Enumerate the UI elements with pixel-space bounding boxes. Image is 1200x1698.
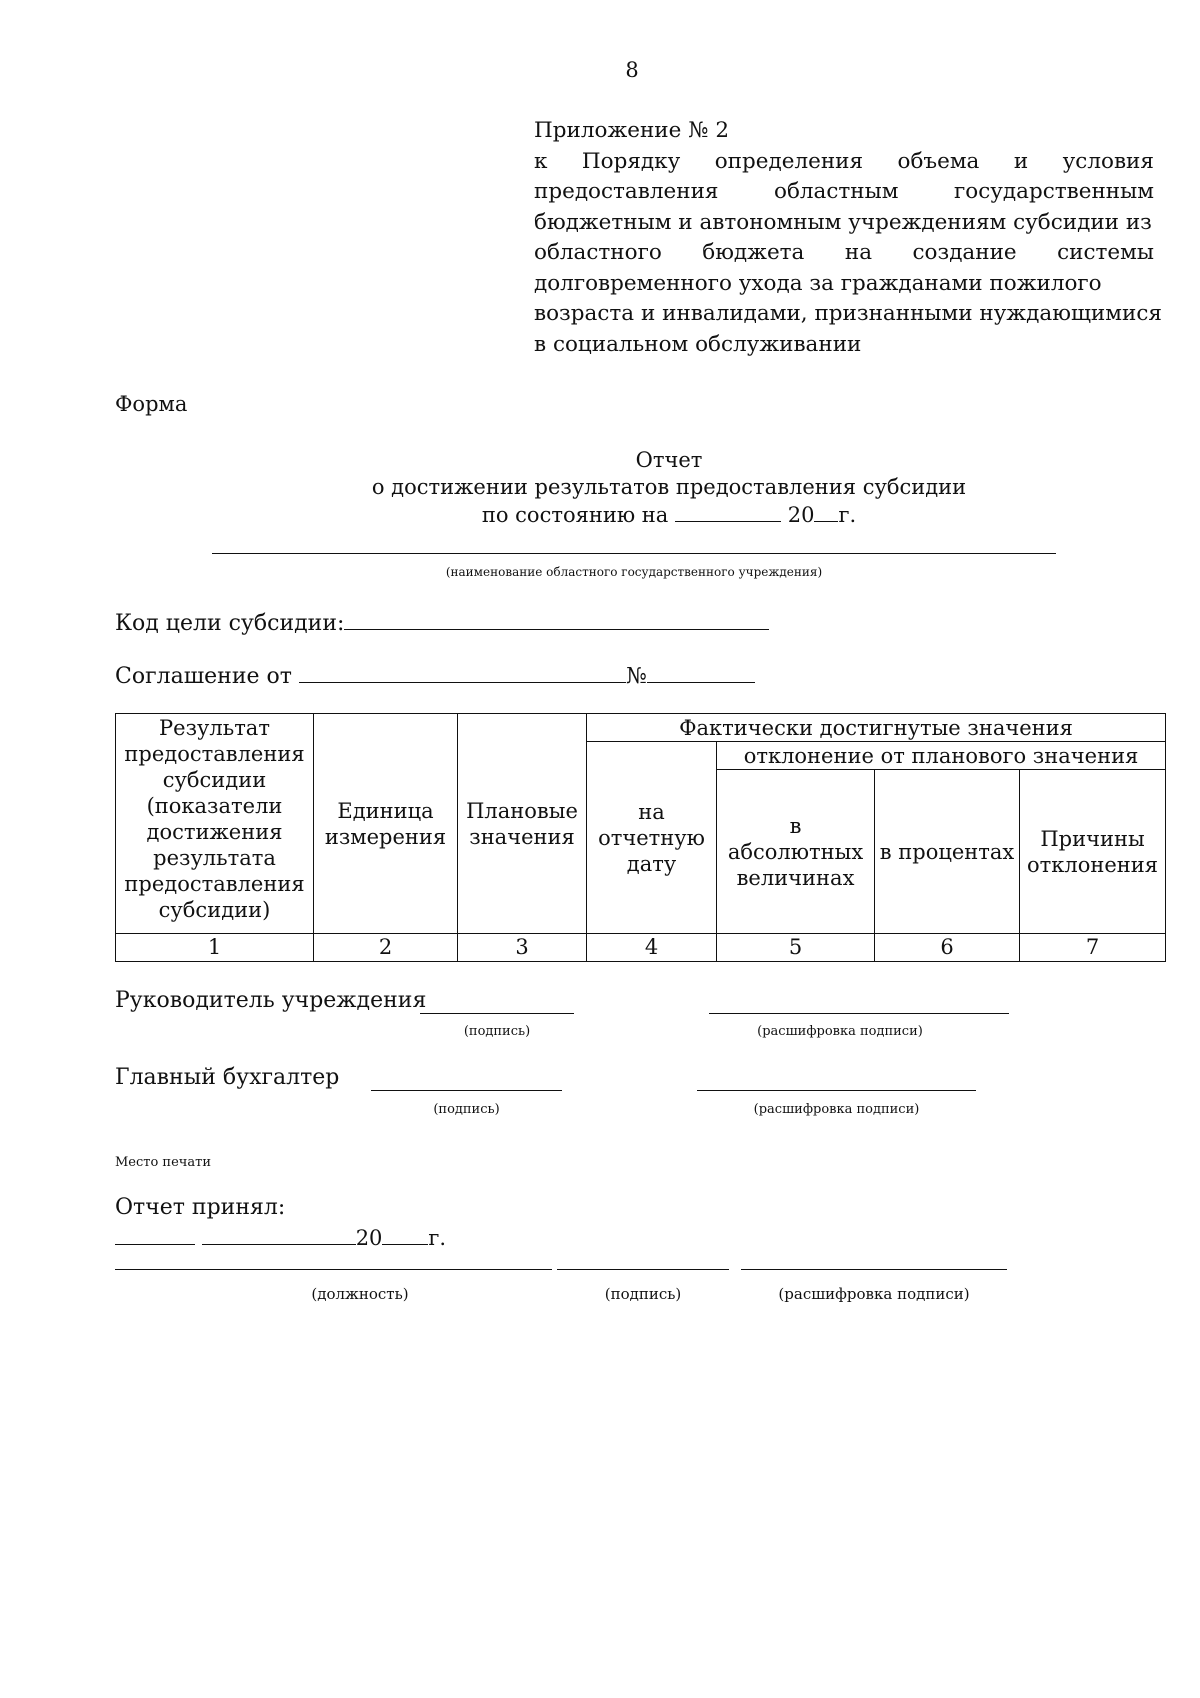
year-prefix: 20 bbox=[787, 503, 815, 527]
appendix-line-6: возраста и инвалидами, признанными нуждающимися bbox=[534, 301, 1162, 326]
accepted-month-blank[interactable] bbox=[202, 1222, 356, 1245]
accepted-position-line[interactable] bbox=[115, 1269, 552, 1270]
appendix-line-7: в социальном обслуживании bbox=[534, 331, 862, 357]
org-name-caption: (наименование областного государственного учреждения) bbox=[445, 565, 823, 579]
stamp-place: Место печати bbox=[115, 1155, 211, 1170]
head-signature-caption: (подпись) bbox=[463, 1024, 531, 1039]
appendix-word: объема bbox=[897, 148, 980, 174]
appendix-title: Приложение № 2 bbox=[534, 118, 730, 143]
appendix-line-5: долговременного ухода за гражданами пожилого bbox=[534, 270, 1102, 296]
accepted-label: Отчет принял: bbox=[115, 1195, 286, 1220]
appendix-word: условия bbox=[1062, 148, 1154, 174]
accountant-label: Главный бухгалтер bbox=[115, 1065, 340, 1090]
accountant-signature-line[interactable] bbox=[371, 1090, 562, 1091]
header-actual-group: Фактически достигнутые значения bbox=[587, 714, 1166, 742]
appendix-line-1 bbox=[534, 147, 1154, 178]
as-of-label: по состоянию на bbox=[481, 503, 669, 527]
appendix-word: к bbox=[534, 148, 548, 174]
appendix-word: Порядку bbox=[581, 148, 681, 174]
appendix-word: на bbox=[844, 240, 873, 265]
appendix-word: создание bbox=[912, 240, 1017, 265]
report-table bbox=[115, 713, 1166, 962]
column-numbers-row bbox=[116, 934, 1166, 962]
column-number: 6 bbox=[875, 934, 1020, 962]
appendix-line-3: бюджетным и автономным учреждениям субсидии из bbox=[534, 209, 1152, 235]
date-blank[interactable] bbox=[675, 501, 781, 522]
accepted-date-row bbox=[115, 1222, 446, 1250]
accountant-decoding-line[interactable] bbox=[697, 1090, 976, 1091]
year-suffix: г. bbox=[838, 503, 857, 527]
appendix-word: системы bbox=[1057, 240, 1154, 265]
page-number: 8 bbox=[625, 58, 639, 82]
year-blank[interactable] bbox=[814, 501, 838, 522]
form-label: Форма bbox=[115, 392, 188, 416]
header-on-date: на отчетную дату bbox=[587, 742, 717, 934]
header-percent: в процентах bbox=[875, 770, 1020, 934]
number-sign: № bbox=[625, 664, 647, 689]
column-number: 4 bbox=[587, 934, 717, 962]
header-absolute: в абсолютных величинах bbox=[717, 770, 875, 934]
accepted-decoding-caption: (расшифровка подписи) bbox=[778, 1285, 970, 1303]
appendix-word: предоставления bbox=[534, 179, 719, 204]
head-label: Руководитель учреждения bbox=[115, 988, 427, 1013]
header-planned: Плановые значения bbox=[458, 714, 587, 934]
head-decoding-line[interactable] bbox=[709, 1013, 1009, 1014]
appendix-block bbox=[534, 116, 1162, 360]
appendix-word: государственным bbox=[954, 179, 1154, 204]
subsidy-code-blank[interactable] bbox=[344, 607, 769, 630]
accepted-day-blank[interactable] bbox=[115, 1222, 195, 1245]
column-number: 1 bbox=[116, 934, 314, 962]
head-decoding-caption: (расшифровка подписи) bbox=[757, 1024, 923, 1039]
report-as-of bbox=[0, 501, 1200, 529]
accepted-year-suffix: г. bbox=[428, 1226, 447, 1250]
accepted-position-caption: (должность) bbox=[311, 1285, 409, 1303]
accepted-year-prefix: 20 bbox=[355, 1226, 383, 1250]
subsidy-code-row bbox=[115, 607, 769, 636]
head-signature-line[interactable] bbox=[420, 1013, 574, 1014]
accepted-year-blank[interactable] bbox=[382, 1222, 428, 1245]
appendix-word: и bbox=[1013, 148, 1029, 174]
accepted-decoding-line[interactable] bbox=[741, 1269, 1007, 1270]
subsidy-code-label: Код цели субсидии: bbox=[115, 611, 345, 636]
column-number: 2 bbox=[314, 934, 458, 962]
accepted-signature-caption: (подпись) bbox=[604, 1285, 682, 1303]
accountant-signature-caption: (подпись) bbox=[433, 1102, 500, 1117]
report-subtitle: о достижении результатов предоставления субсидии bbox=[371, 475, 967, 499]
agreement-number-blank[interactable] bbox=[647, 660, 755, 683]
header-unit: Единица измерения bbox=[314, 714, 458, 934]
appendix-line-2 bbox=[534, 177, 1154, 208]
accepted-signature-line[interactable] bbox=[557, 1269, 729, 1270]
appendix-word: областного bbox=[534, 240, 662, 265]
appendix-word: областным bbox=[774, 179, 899, 204]
column-number: 3 bbox=[458, 934, 587, 962]
header-result: Результат предоставления субсидии (показатели достижения результата предоставления субсидии) bbox=[116, 714, 314, 934]
header-reasons: Причины отклонения bbox=[1020, 770, 1166, 934]
agreement-date-blank[interactable] bbox=[299, 660, 626, 683]
agreement-label: Соглашение от bbox=[115, 664, 292, 689]
appendix-word: определения bbox=[714, 148, 864, 174]
agreement-row bbox=[115, 660, 755, 689]
header-deviation-group: отклонение от планового значения bbox=[717, 742, 1166, 770]
org-name-line[interactable] bbox=[212, 553, 1056, 554]
appendix-line-4 bbox=[534, 238, 1154, 269]
column-number: 7 bbox=[1020, 934, 1166, 962]
report-heading bbox=[0, 447, 1200, 529]
column-number: 5 bbox=[717, 934, 875, 962]
appendix-word: бюджета bbox=[702, 240, 805, 265]
accountant-decoding-caption: (расшифровка подписи) bbox=[753, 1102, 920, 1117]
report-title: Отчет bbox=[635, 448, 703, 472]
